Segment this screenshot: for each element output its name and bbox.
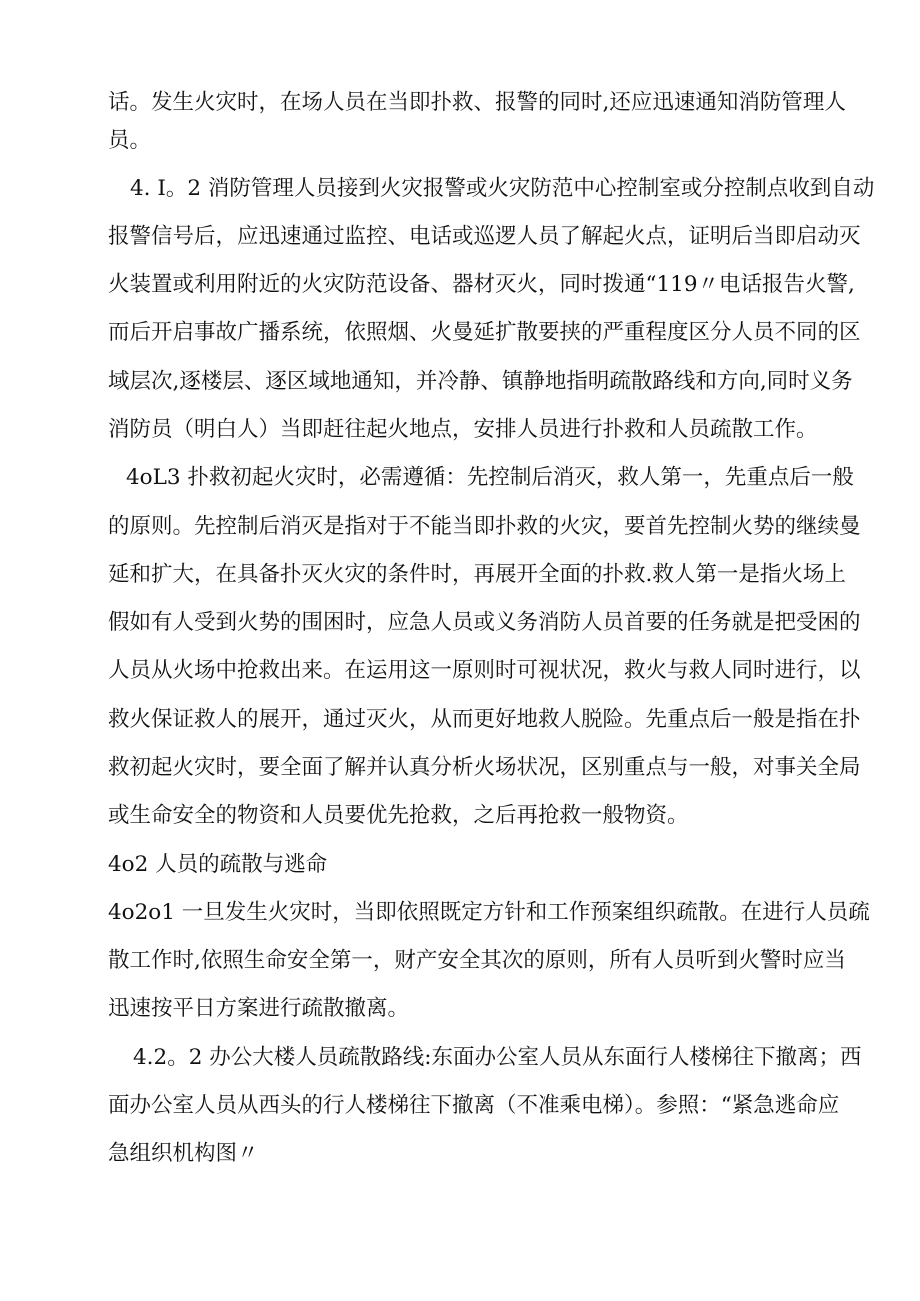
text-line: 急组织机构图〃 <box>108 1141 259 1166</box>
text-line: 4. I。2 消防管理人员接到火灾报警或火灾防范中心控制室或分控制点收到自动 <box>130 176 875 201</box>
text-line: 延和扩大，在具备扑灭火灾的条件时，再展开全面的扑救.救人第一是指火场上 <box>108 562 846 587</box>
text-line: 话。发生火灾时，在场人员在当即扑救、报警的同时,还应迅速通知消防管理人 <box>108 90 846 115</box>
text-line: 迅速按平日方案进行疏散撤离。 <box>108 996 410 1021</box>
text-line: 面办公室人员从西头的行人楼梯往下撤离（不准乘电梯）。参照：“紧急逃命应 <box>108 1093 840 1118</box>
text-line: 4o2o1 一旦发生火灾时，当即依照既定方针和工作预案组织疏散。在进行人员疏 <box>108 900 870 925</box>
section-heading: 4o2 人员的疏散与逃命 <box>108 852 328 877</box>
text-line: 的原则。先控制后消灭是指对于不能当即扑救的火灾，要首先控制火势的继续曼 <box>108 514 861 539</box>
text-line: 域层次,逐楼层、逐区域地通知，并冷静、镇静地指明疏散路线和方向,同时义务 <box>108 369 853 394</box>
text-line: 员。 <box>108 128 152 153</box>
text-line: 人员从火场中抢救出来。在运用这一原则时可视状况，救火与救人同时进行，以 <box>108 658 861 683</box>
text-line: 报警信号后，应迅速通过监控、电话或巡逻人员了解起火点，证明后当即启动灭 <box>108 224 861 249</box>
text-line: 而后开启事故广播系统，依照烟、火曼延扩散要挟的严重程度区分人员不同的区 <box>108 320 861 345</box>
text-line: 4.2。2 办公大楼人员疏散路线:东面办公室人员从东面行人楼梯往下撤离；西 <box>133 1045 862 1070</box>
text-line: 散工作时,依照生命安全第一，财产安全其次的原则，所有人员听到火警时应当 <box>108 948 846 973</box>
text-line: 消防员（明白人）当即赶往起火地点，安排人员进行扑救和人员疏散工作。 <box>108 417 818 442</box>
text-line: 假如有人受到火势的围困时，应急人员或义务消防人员首要的任务就是把受困的 <box>108 610 861 635</box>
text-line: 救火保证救人的展开，通过灭火，从而更好地救人脱险。先重点后一般是指在扑 <box>108 707 861 732</box>
text-line: 或生命安全的物资和人员要优先抢救，之后再抢救一般物资。 <box>108 803 689 828</box>
text-line: 救初起火灾时，要全面了解并认真分析火场状况，区别重点与一般，对事关全局 <box>108 755 861 780</box>
text-line: 4oL3 扑救初起火灾时，必需遵循：先控制后消灭，救人第一，先重点后一般 <box>126 465 854 490</box>
text-line: 火装置或利用附近的火灾防范设备、器材灭火，同时拨通“119〃电话报告火警, <box>108 272 855 297</box>
